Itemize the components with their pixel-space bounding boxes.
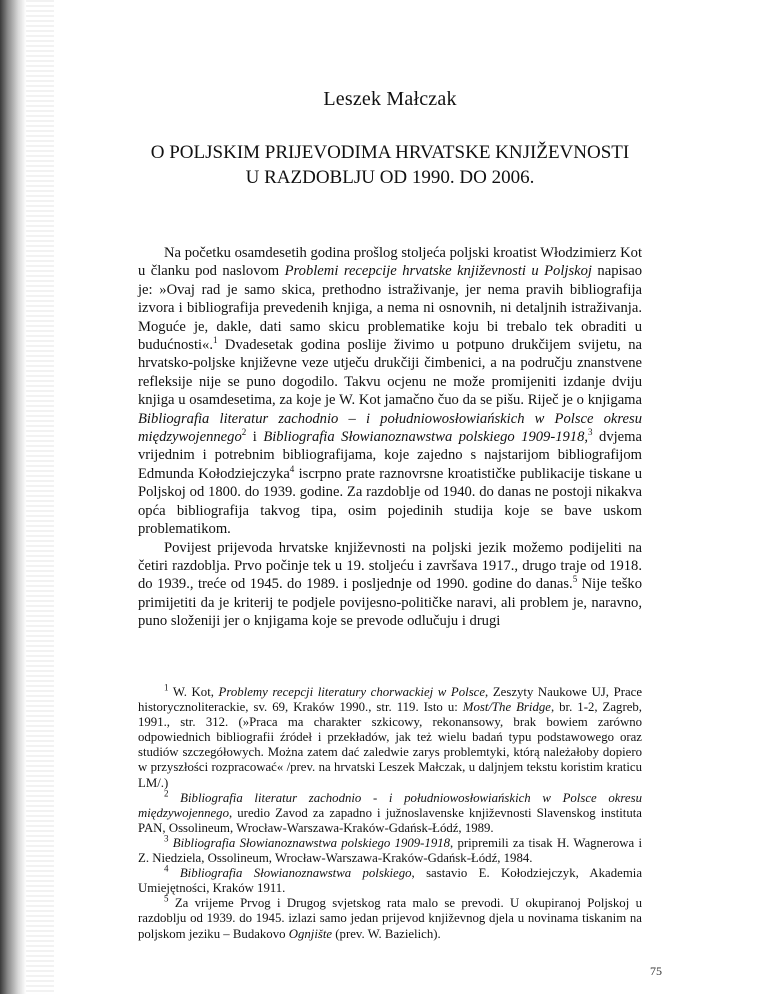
- footnote-marker: 3: [164, 833, 169, 844]
- footnote-marker: 2: [241, 427, 247, 438]
- text-run: Nije teško primijetiti da je kriterij te podjele povijesno-političke naravi, ali problem je, naravno, puno složeniji jer o knjigama koje se prevode odlučuju i drugi: [138, 576, 643, 630]
- scan-gutter-shadow: [0, 0, 26, 994]
- body-text: [138, 244, 642, 631]
- footnote: [138, 682, 642, 791]
- footnote: [138, 863, 643, 896]
- text-run: Na početku osamdesetih godina prošlog stoljeća poljski kroatist Włodzimierz Kot u članku pod naslovom: [138, 245, 642, 280]
- text-run: [169, 791, 181, 805]
- italic-text: Bibliografia Słowianoznawstwa polskiego: [179, 866, 412, 881]
- text-run: Povijest prijevoda hrvatske književnosti na poljski jezik možemo podijeliti na četiri razdoblja. Prvo počinje tek u 19. stoljeću i završava 1917., drugo traje od 1918. do 1939., treće od 1945. do 1989. i posljednje od 1990. godine do danas.: [138, 539, 642, 593]
- italic-text: Bibliografia Słowianoznawstwa polskiego 1909-1918: [172, 835, 451, 850]
- italic-text: Problemi recepcije hrvatske književnosti u Poljskoj: [284, 263, 592, 280]
- text-run: dvjema vrijednim i potrebnim bibliografijama, koje zajedno s najstarijom bibliografijom Edmunda Kołodziejczyka: [138, 429, 642, 482]
- text-run: W. Kot,: [168, 685, 219, 699]
- text-run: Za vrijeme Prvog i Drugog svjetskog rata malo se prevodi. U okupiranoj Poljskoj u razdoblju od 1939. do 1945. izlazi samo jedan prijevod književnog djela u novinama tiskanim na poljskom jeziku – Budakovo: [138, 896, 642, 941]
- text-run: , uredio Zavod za zapadno i južnoslavenske književnosti Slavenskog instituta PAN, Ossolineum, Wrocław-Warszawa-Kraków-Gdańsk-Łódź, 1989.: [138, 805, 642, 835]
- article-title: [138, 140, 642, 190]
- text-run: napisao je: »Ovaj rad je samo skica, prethodno istraživanje, jer nema pravih bibliografija izvora i bibliografija prevedenih knjiga, a nema ni osnovnih, ni detaljnih istraživanja. Moguće je, dakle, dati samo skicu problematike koju bi trebalo tek obraditi u budućnosti«.: [138, 263, 643, 354]
- text-run: , sastavio E. Kołodziejczyk, Akademia Umiejętności, Kraków 1911.: [138, 866, 643, 896]
- footnote-marker: 5: [164, 894, 169, 905]
- article-title-line: U RAZDOBLJU OD 1990. DO 2006.: [245, 167, 535, 188]
- italic-text: Most/The Bridge: [462, 700, 551, 715]
- author-name: Leszek Małczak: [323, 88, 457, 110]
- article-title-line: O POLJSKIM PRIJEVODIMA HRVATSKE KNJIŽEVNOSTI: [150, 142, 630, 163]
- footnote: [138, 833, 643, 866]
- italic-text: Problemy recepcji literatury chorwackiej w Polsce: [218, 685, 486, 699]
- footnote-marker: 1: [213, 335, 218, 346]
- italic-text: Ognjište: [288, 926, 333, 941]
- text-run: Dvadesetak godina poslije živimo u potpuno drukčijem svijetu, na hrvatsko-poljske književne veze utječu drukčiji čimbenici, a na području znanstvene refleksije nije se puno dogodilo. Takvu ocjenu ne može promijeniti izdanje dviju knjiga u osamdesetima, za koje je W. Kot jamačno čuo da se pišu. Riječ je o knjigama: [138, 337, 642, 409]
- page-number: 75: [650, 964, 662, 978]
- text-run: [169, 866, 180, 880]
- footnote-marker: 1: [164, 682, 169, 693]
- text-run: , Zeszyty Naukowe UJ, Prace historycznoliterackie, sv. 69, Kraków 1990., str. 119. Isto u:: [138, 685, 642, 715]
- text-run: iscrpno prate raznovrsne kroatističke publikacije tiskane u Poljskoj od 1800. do 1939. godine. Za razdoblje od 1940. do danas ne postoji nikakva opća bibliografija takvog tipa, osim pojedinih studija koje se bave uskom problematikom.: [138, 465, 642, 538]
- text-run: , br. 1-2, Zagreb, 1991., str. 312. (»Praca ma charakter szkicowy, rekonansowy, brak bowiem zarówno odpowiednich bibliografii źródeł i przekładów, jak też wielu badań typu podstawowego oraz studiów szczegółowych. Można zatem dać zaledwie zarys problemtyki, którą należałoby dopiero w przyszłości rozpracować« /prev. na hrvatski Leszek Małczak, u daljnjem tekstu koristim kraticu LM/.): [138, 700, 642, 790]
- text-run: , pripremili za tisak H. Wagnerowa i Z. Niedziela, Ossolineum, Wrocław-Warszawa-Kraków-Gdańsk-Łódź, 1984.: [138, 835, 643, 866]
- body-paragraph: [138, 244, 642, 539]
- italic-text: Bibliografia literatur zachodnio - i południowosłowiańskich w Polsce okresu międzywojennego: [138, 790, 642, 820]
- footnote-marker: 5: [572, 574, 578, 585]
- footnote-marker: 4: [289, 464, 295, 475]
- text-run: i: [246, 429, 264, 446]
- text-run: (prev. W. Bazielich).: [332, 926, 441, 941]
- footnote-marker: 4: [164, 863, 169, 874]
- footnote: [138, 896, 642, 941]
- footnote-marker: 3: [588, 427, 593, 438]
- footnote-marker: 2: [164, 788, 169, 799]
- italic-text: Bibliografia Słowianoznawstwa polskiego 1909-1918,: [263, 429, 589, 446]
- footnote: [138, 788, 642, 836]
- italic-text: Bibliografia literatur zachodnio – i południowosłowiańskich w Polsce okresu międzywojennego: [138, 410, 642, 446]
- body-paragraph: [138, 539, 642, 631]
- footnotes: [138, 682, 643, 942]
